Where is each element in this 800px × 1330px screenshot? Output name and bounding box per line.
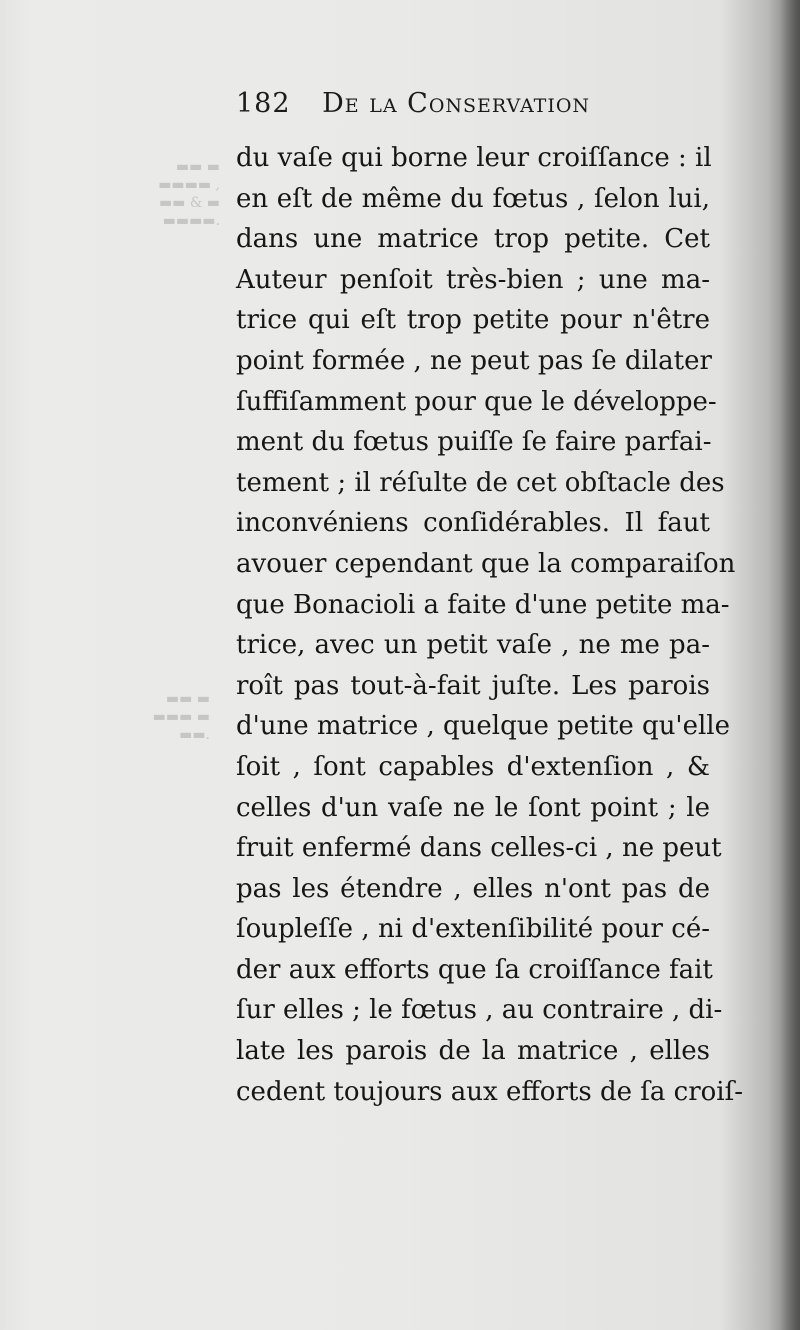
page-number: 182 [236,88,291,119]
text-line: Auteur penſoit très-bien ; une ma- [236,264,710,295]
text-line: point formée , ne peut pas ſe dilater [236,345,712,376]
text-line: d'une matrice , quelque petite qu'elle [236,711,730,742]
text-line: ſuffiſamment pour que le développe- [236,386,717,417]
text-line: trice qui eſt trop petite pour n'être [236,305,710,336]
text-line: trice, avec un petit vaſe , ne me pa- [236,630,710,661]
text-line: celles d'un vaſe ne le ſont point ; le [236,792,710,823]
text-line: dans une matrice trop petite. Cet [236,224,710,255]
running-header [236,88,656,119]
body-text [236,138,743,1112]
text-line: tement ; il réſulte de cet obſtacle des [236,467,725,498]
text-line: der aux efforts que ſa croiſſance fait [236,954,713,985]
text-line: pas les étendre , elles n'ont pas de [236,873,710,904]
text-line: ſoupleſſe , ni d'extenſibilité pour cé- [236,914,710,945]
text-line: cedent toujours aux efforts de ſa croiſ- [236,1076,743,1107]
show-through-margin-note-top: ▬▬ ▬ ▬▬▬▬ , ▬▬ & ▬ ▬▬▬▬. [158,159,220,229]
text-line: late les parois de la matrice , elles [236,1036,710,1067]
page-gutter-shadow [780,0,800,1330]
text-line: ment du fœtus puiſſe ſe faire parfai- [236,427,712,458]
text-line: fruit enfermé dans celles-ci , ne peut [236,833,722,864]
text-line: que Bonacioli a faite d'une petite ma- [236,589,730,620]
text-line: du vaſe qui borne leur croiſſance : il [236,143,712,173]
text-line: avouer cependant que la comparaiſon [236,548,736,579]
text-line: inconvéniens conſidérables. Il faut [236,508,710,539]
text-line: ſoit , ſont capables d'extenſion , & [236,751,710,782]
text-line: en eſt de même du fœtus , ſelon lui, [236,183,710,214]
show-through-margin-note-middle: ▬▬ ▬ ▬▬▬ ▬ ▬▬. [152,691,210,743]
text-line: ſur elles ; le fœtus , au contraire , di- [236,995,723,1026]
running-title: De la Conservation [322,88,591,119]
text-line: roît pas tout-à-fait juſte. Les parois [236,670,710,701]
